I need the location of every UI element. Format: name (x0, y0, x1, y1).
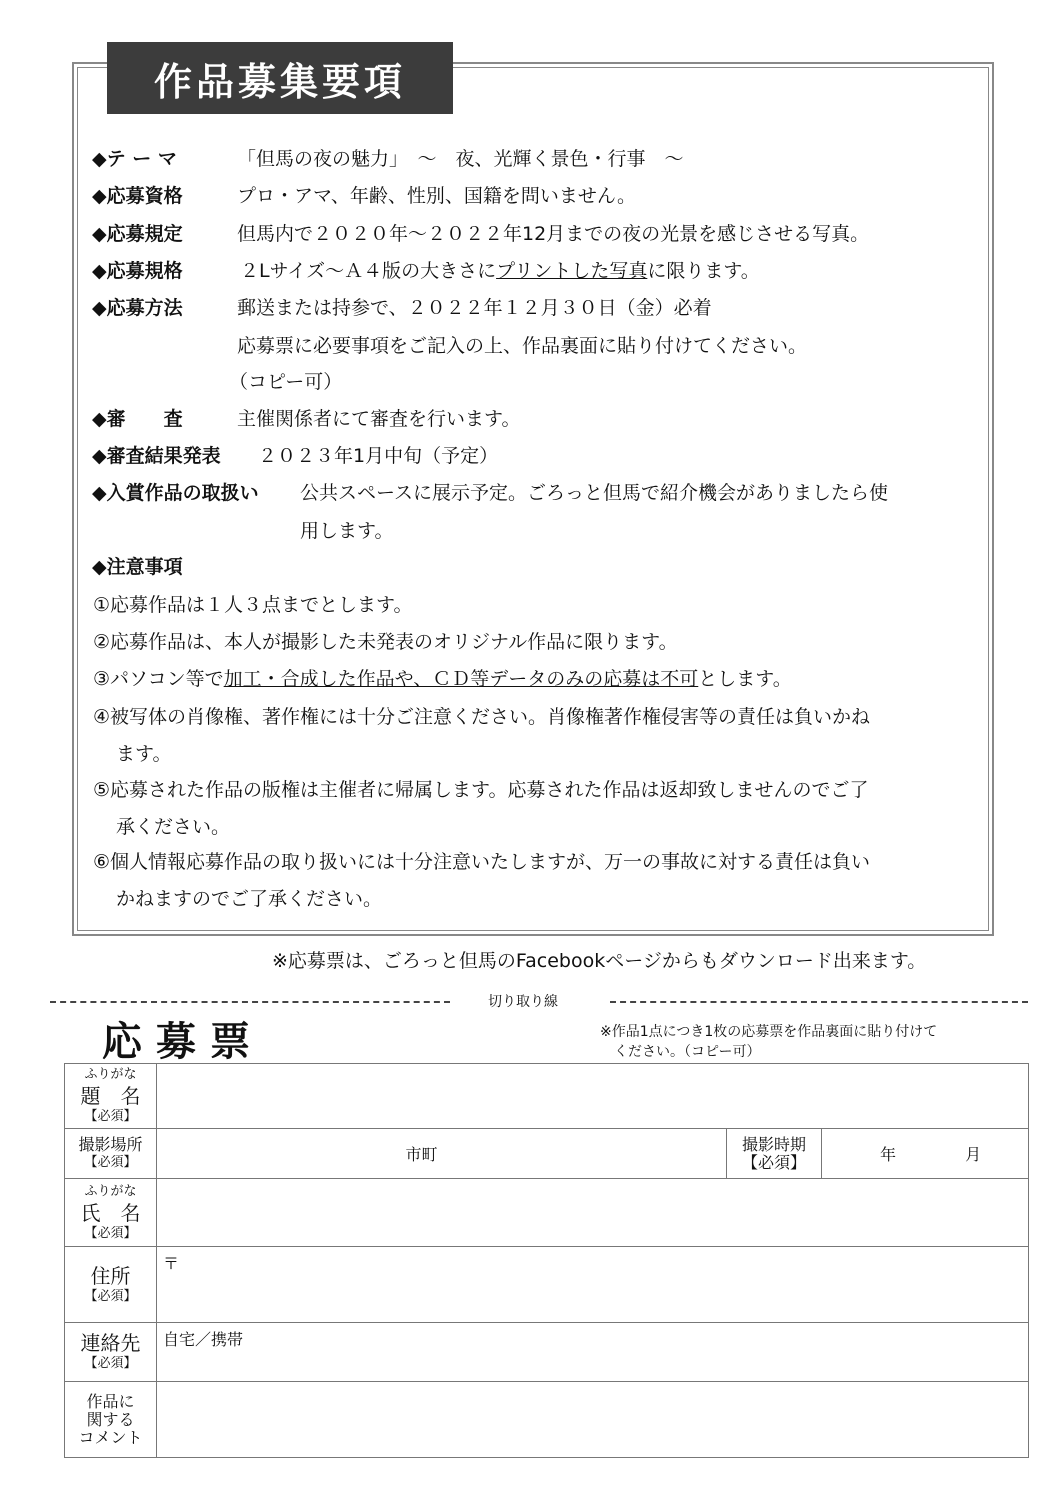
form-label-period: 撮影時期 【必須】 (727, 1129, 822, 1179)
note-6: ⑥個人情報応募作品の取り扱いには十分注意いたしますが、万一の事故に対する責任は負い (93, 851, 871, 873)
note-5: ⑤応募された作品の版権は主催者に帰属します。応募された作品は返却致しませんのでご了 (93, 779, 869, 801)
place-field[interactable]: 市町 (157, 1129, 727, 1179)
cut-line-label: 切り取り線 (488, 994, 558, 1010)
form-label-address: 住所 【必須】 (65, 1247, 157, 1323)
form-label-title: ふりがな 題 名 【必須】 (65, 1064, 157, 1129)
item-value: ２０２３年1月中旬（予定） (258, 445, 499, 467)
name-field[interactable] (157, 1179, 1029, 1247)
cut-line-left (50, 1001, 450, 1003)
item-value: 但馬内で２０２０年～２０２２年12月までの夜の光景を感じさせる写真。 (237, 223, 870, 245)
comment-field[interactable] (157, 1382, 1029, 1458)
note-6-cont: かねますのでご了承ください。 (116, 888, 383, 910)
item-value: プロ・アマ、年齢、性別、国籍を問いません。 (237, 185, 637, 207)
item-label: ◆テ ー マ (92, 148, 177, 170)
item-label: ◆審査結果発表 (92, 445, 221, 467)
note-3: ③パソコン等で加工・合成した作品や、ＣＤ等データのみの応募は不可とします。 (93, 668, 792, 690)
item-value: 「但馬の夜の魅力」 ～ 夜、光輝く景色・行事 ～ (237, 148, 684, 170)
form-row-place (65, 1129, 1029, 1179)
page-title: 作品募集要項 (107, 42, 453, 114)
form-label-place: 撮影場所 【必須】 (65, 1129, 157, 1179)
form-label-name: ふりがな 氏 名 【必須】 (65, 1179, 157, 1247)
address-field[interactable]: 〒 (157, 1247, 1029, 1323)
item-label: ◆応募資格 (92, 185, 183, 207)
title-field[interactable] (157, 1064, 1029, 1129)
contact-field[interactable]: 自宅／携帯 (157, 1323, 1029, 1382)
entry-form-table (64, 1063, 1029, 1458)
note-4-cont: ます。 (116, 743, 172, 765)
item-label: ◆審 査 (92, 408, 183, 430)
item-value: 郵送または持参で、２０２２年１２月３０日（金）必着 (237, 297, 712, 319)
form-row-contact (65, 1323, 1029, 1382)
form-note: ※作品1点につき1枚の応募票を作品裏面に貼り付けて ください。（コピー可） (600, 1024, 938, 1060)
form-row-name (65, 1179, 1029, 1247)
form-row-comment (65, 1382, 1029, 1458)
item-label: ◆入賞作品の取扱い (92, 482, 259, 504)
facebook-note: ※応募票は、ごろっと但馬のFacebookページからもダウンロード出来ます。 (272, 950, 927, 972)
item-label: ◆応募方法 (92, 297, 183, 319)
form-row-address (65, 1247, 1029, 1323)
item-value: 主催関係者にて審査を行います。 (237, 408, 521, 430)
form-title: 応募票 (102, 1019, 264, 1065)
form-row-title (65, 1064, 1029, 1129)
item-value: ２Lサイズ～Ａ４版の大きさにプリントした写真に限ります。 (240, 260, 760, 282)
item-value: 公共スペースに展示予定。ごろっと但馬で紹介機会がありましたら使 (300, 482, 889, 504)
item-label: ◆応募規定 (92, 223, 183, 245)
form-label-comment: 作品に 関する コメント (65, 1382, 157, 1458)
period-field[interactable]: 年 月 (822, 1129, 1029, 1179)
note-4: ④被写体の肖像権、著作権には十分ご注意ください。肖像権著作権侵害等の責任は負いかね (93, 706, 871, 728)
note-5-cont: 承ください。 (116, 816, 231, 838)
note-2: ②応募作品は、本人が撮影した未発表のオリジナル作品に限ります。 (93, 631, 678, 653)
item-label: ◆応募規格 (92, 260, 183, 282)
cut-line-right (610, 1001, 1028, 1003)
note-1: ①応募作品は１人３点までとします。 (93, 594, 413, 616)
form-label-contact: 連絡先 【必須】 (65, 1323, 157, 1382)
